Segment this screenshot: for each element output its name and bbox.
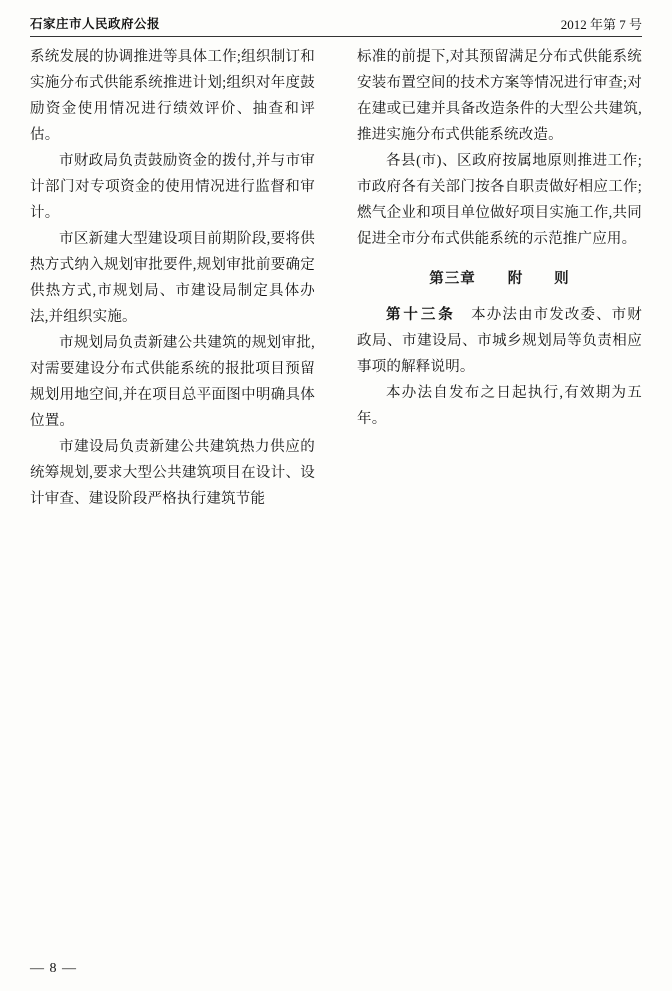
chapter-number: 第三章 [429,271,476,287]
header-divider [30,36,642,37]
paragraph: 各县(市)、区政府按属地原则推进工作;市政府各有关部门按各自职责做好相应工作;燃气企业和项目单位做好项目实施工作,共同促进全市分布式供能系统的示范推广应用。 [357,153,642,247]
paragraph: 标准的前提下,对其预留满足分布式供能系统安装布置空间的技术方案等情况进行审查;对在建或已建并具备改造条件的大型公共建筑,推进实施分布式供能系统改造。 [357,49,642,143]
page-footer [30,961,642,977]
publication-title: 石家庄市人民政府公报 [30,16,161,31]
article-paragraph [357,380,642,432]
paragraph: 市区新建大型建设项目前期阶段,要将供热方式纳入规划审批要件,规划审批前要确定供热方式,市规划局、市建设局制定具体办法,并组织实施。 [30,231,315,325]
chapter-heading [357,266,642,292]
body-columns [30,44,642,512]
paragraph: 市财政局负责鼓励资金的拨付,并与市审计部门对专项资金的使用情况进行监督和审计。 [30,153,315,221]
page-number: — 8 — [30,961,77,976]
paragraph: 市规划局负责新建公共建筑的规划审批,对需要建设分布式供能系统的报批项目预留规划用地空间,并在项目总平面图中明确具体位置。 [30,335,315,429]
chapter-name: 附 则 [507,271,570,287]
issue-number: 2012 年第 7 号 [560,17,642,32]
article-text: 本办法自发布之日起执行,有效期为五年。 [357,385,642,427]
paragraph: 系统发展的协调推进等具体工作;组织制订和实施分布式供能系统推进计划;组织对年度鼓励资金使用情况进行绩效评价、抽查和评估。 [30,49,315,143]
right-column [357,44,642,512]
paragraph: 市建设局负责新建公共建筑热力供应的统筹规划,要求大型公共建筑项目在设计、设计审查、建设阶段严格执行建筑节能 [30,439,315,507]
left-column [30,44,315,512]
article-text: 本办法由市发改委、市财政局、市建设局、市城乡规划局等负责相应事项的解释说明。 [357,307,643,375]
article-number: 第十三条 [386,307,456,323]
article-paragraph [357,302,642,380]
